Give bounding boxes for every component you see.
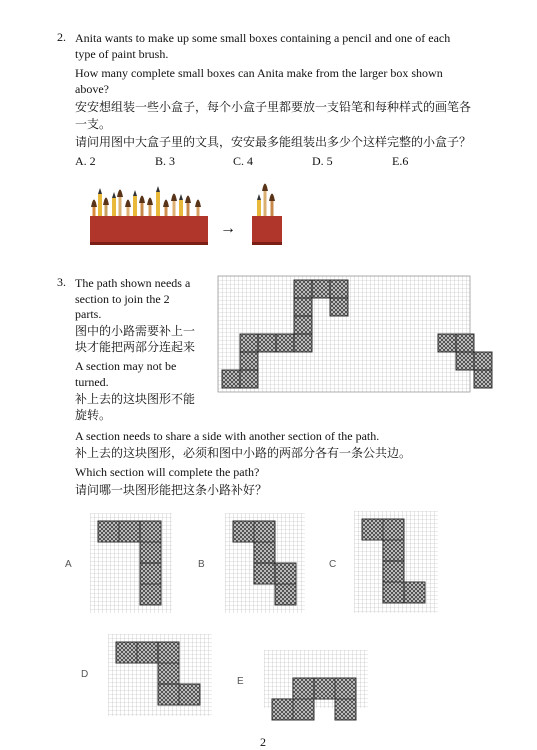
choice-e-figure[interactable]: [264, 650, 368, 708]
choice-letter-e: E: [237, 676, 244, 687]
path-cell: [330, 280, 348, 298]
path-cell: [254, 542, 275, 563]
brush-tip-icon: [171, 194, 177, 202]
brush-handle: [165, 206, 168, 216]
path-cell: [240, 370, 258, 388]
path-cell: [294, 334, 312, 352]
path-cell: [456, 352, 474, 370]
q3-instruction: A section needs to share a side with another section of the path.: [75, 429, 380, 443]
small-box-illustration: [250, 172, 284, 247]
path-cell: [383, 561, 404, 582]
arrow-icon: →: [220, 220, 236, 237]
pencil-tip-icon: [179, 194, 183, 200]
q2-english-line: above?: [75, 82, 109, 96]
brush-handle: [105, 204, 108, 216]
question-number: 3.: [57, 275, 66, 289]
page-number: 2: [260, 735, 266, 749]
brush-tip-icon: [269, 194, 275, 202]
path-cell: [294, 298, 312, 316]
option-e[interactable]: E.6: [392, 154, 409, 168]
path-cell: [233, 521, 254, 542]
brush-handle: [197, 206, 200, 216]
pencil-tip-icon: [156, 186, 160, 192]
pencil-icon: [112, 198, 116, 216]
pencil-icon: [133, 196, 137, 216]
q3-side-text: [75, 275, 197, 291]
q3-side-line: The path shown needs a: [75, 276, 191, 290]
q3-side-line: 块才能把两部分连起来: [75, 340, 196, 354]
brush-tip-icon: [163, 200, 169, 208]
q3-side-line: turned.: [75, 375, 109, 389]
q2-chinese-line: 安安想组装一些小盒子，每个小盒子里都要放一支铅笔和每种样式的画笔各: [75, 100, 472, 114]
choice-letter-a: A: [65, 559, 72, 570]
path-cell: [335, 699, 356, 720]
path-cell: [98, 521, 119, 542]
brush-tip-icon: [139, 196, 145, 204]
path-cell: [474, 352, 492, 370]
q2-chinese-line: 一支。: [75, 117, 112, 131]
path-cell: [294, 280, 312, 298]
path-cell: [240, 352, 258, 370]
brush-tip-icon: [195, 200, 201, 208]
path-cell: [137, 642, 158, 663]
path-cell: [240, 334, 258, 352]
path-cell: [314, 678, 335, 699]
pencil-icon: [98, 194, 102, 216]
q2-english-line: Anita wants to make up some small boxes containing a pencil and one of each: [75, 31, 451, 45]
brush-tip-icon: [262, 184, 268, 192]
path-cell: [140, 542, 161, 563]
brush-tip-icon: [147, 198, 153, 206]
q3-side-line: section to join the 2: [75, 292, 170, 306]
brush-handle: [173, 200, 176, 216]
path-cell: [312, 280, 330, 298]
brush-handle: [119, 196, 122, 216]
path-cell: [294, 316, 312, 334]
brush-handle: [149, 204, 152, 216]
q3-instruction: 请问哪一块图形能把这条小路补好？: [75, 483, 268, 497]
path-cell: [474, 370, 492, 388]
choice-letter-c: C: [329, 559, 337, 570]
path-cell: [179, 684, 200, 705]
q3-instruction: 补上去的这块图形，必须和图中小路的两部分各有一条公共边。: [75, 446, 412, 460]
brush-tip-icon: [185, 196, 191, 204]
brush-tip-icon: [91, 200, 97, 208]
choice-d-figure[interactable]: [108, 634, 212, 716]
brush-handle: [271, 200, 274, 216]
path-cell: [383, 540, 404, 561]
path-grid-figure: [218, 276, 470, 392]
path-cell: [119, 521, 140, 542]
q3-side-line: 补上去的这块图形不能: [75, 392, 196, 406]
brush-tip-icon: [117, 190, 123, 198]
choice-letter-d: D: [81, 669, 89, 680]
path-cell: [254, 563, 275, 584]
option-c[interactable]: C. 4: [233, 154, 254, 168]
pencil-tip-icon: [133, 190, 137, 196]
brush-handle: [127, 206, 130, 216]
brush-handle: [93, 206, 96, 216]
path-cell: [383, 519, 404, 540]
path-cell: [222, 370, 240, 388]
path-cell: [140, 521, 161, 542]
path-cell: [276, 334, 294, 352]
option-b[interactable]: B. 3: [155, 154, 176, 168]
q2-chinese-line: 请问用图中大盒子里的文具，安安最多能组装出多少个这样完整的小盒子？: [75, 135, 472, 149]
pencil-icon: [156, 192, 160, 216]
path-cell: [258, 334, 276, 352]
option-d[interactable]: D. 5: [312, 154, 333, 168]
q2-english-line: type of paint brush.: [75, 47, 169, 61]
path-cell: [140, 563, 161, 584]
path-cell: [275, 584, 296, 605]
path-cell: [330, 298, 348, 316]
path-cell: [272, 699, 293, 720]
path-cell: [254, 521, 275, 542]
path-cell: [116, 642, 137, 663]
large-box-illustration: [88, 172, 210, 247]
path-cell: [275, 563, 296, 584]
question-number: 2.: [57, 30, 66, 44]
pencil-icon: [179, 200, 183, 216]
q2-english-line: How many complete small boxes can Anita make from the larger box shown: [75, 66, 443, 80]
q3-instruction: Which section will complete the path?: [75, 465, 260, 479]
path-cell: [293, 678, 314, 699]
path-cell: [158, 663, 179, 684]
q3-side-line: A section may not be: [75, 359, 177, 373]
path-cell: [456, 334, 474, 352]
pencil-tip-icon: [98, 188, 102, 194]
choice-c-figure[interactable]: [354, 511, 438, 613]
pencil-icon: [257, 200, 261, 216]
brush-handle: [264, 190, 267, 216]
path-cell: [362, 519, 383, 540]
path-cell: [438, 334, 456, 352]
choice-letter-b: B: [198, 559, 205, 570]
path-cell: [335, 678, 356, 699]
pencil-tip-icon: [112, 192, 116, 198]
q3-side-line: 旋转。: [75, 408, 112, 422]
path-cell: [293, 699, 314, 720]
path-cell: [140, 584, 161, 605]
brush-tip-icon: [103, 198, 109, 206]
choice-b-figure[interactable]: [225, 513, 305, 613]
choice-a-figure[interactable]: [90, 513, 172, 613]
option-a[interactable]: A. 2: [75, 154, 96, 168]
q3-side-line: parts.: [75, 307, 102, 321]
brush-handle: [141, 202, 144, 216]
brush-handle: [187, 202, 190, 216]
path-cell: [158, 684, 179, 705]
path-cell: [383, 582, 404, 603]
path-cell: [404, 582, 425, 603]
brush-tip-icon: [125, 200, 131, 208]
path-cell: [158, 642, 179, 663]
q3-side-line: 图中的小路需要补上一: [75, 324, 196, 338]
pencil-tip-icon: [257, 194, 261, 200]
